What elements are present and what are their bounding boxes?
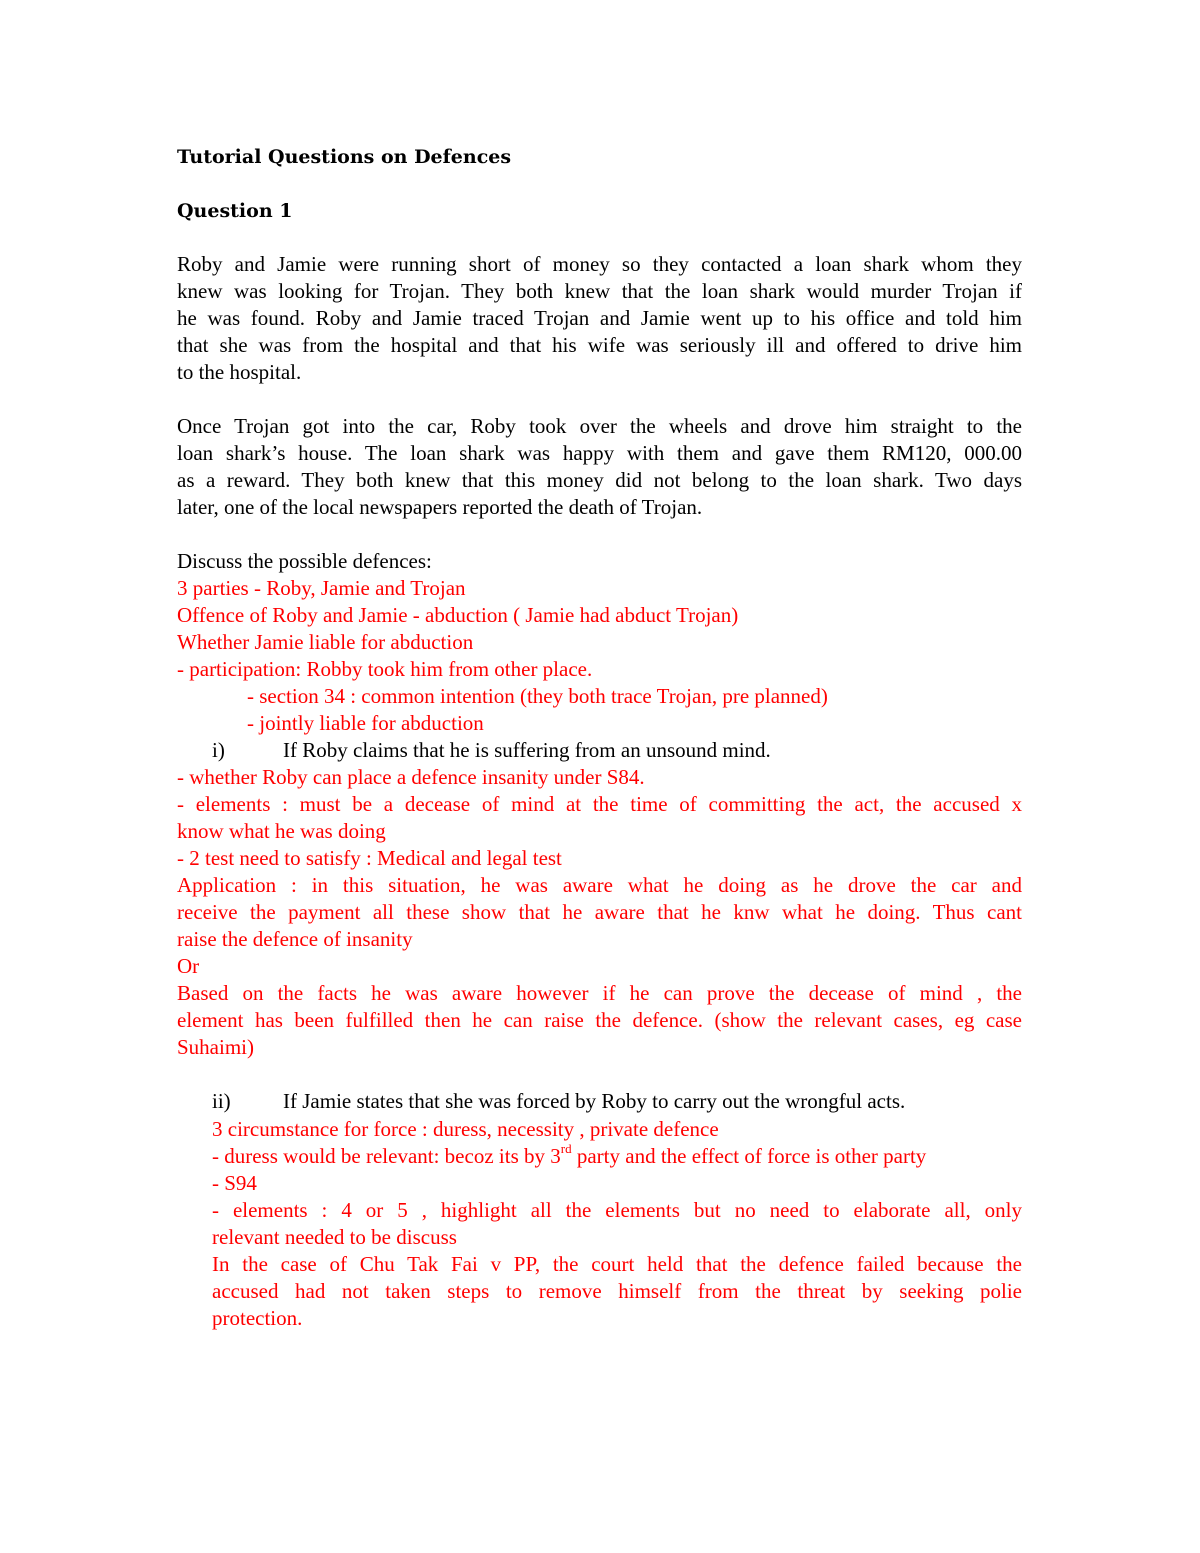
part-ii-number: ii) bbox=[212, 1089, 231, 1113]
part-ii-answer-line: In the case of Chu Tak Fai v PP, the court held that the defence failed because the bbox=[212, 1252, 1022, 1276]
scenario-line: to the hospital. bbox=[177, 360, 302, 384]
part-i-answer-line: Suhaimi) bbox=[177, 1035, 254, 1059]
answer-text: party and the effect of force is other party bbox=[571, 1144, 927, 1168]
answer-line: - section 34 : common intention (they both trace Trojan, pre planned) bbox=[247, 684, 828, 708]
part-i-question: If Roby claims that he is suffering from an unsound mind. bbox=[283, 738, 771, 762]
scenario-line: later, one of the local newspapers reported the death of Trojan. bbox=[177, 495, 703, 519]
question-heading: Question 1 bbox=[177, 200, 293, 222]
part-ii-answer-line: 3 circumstance for force : duress, necessity , private defence bbox=[212, 1117, 719, 1141]
ordinal-superscript: rd bbox=[560, 1141, 572, 1156]
part-ii-answer-line: - S94 bbox=[212, 1171, 257, 1195]
scenario-line: he was found. Roby and Jamie traced Trojan and Jamie went up to his office and told him bbox=[177, 306, 1022, 330]
part-i-answer-line: Based on the facts he was aware however if he can prove the decease of mind , the bbox=[177, 981, 1022, 1005]
answer-line: Whether Jamie liable for abduction bbox=[177, 630, 474, 654]
scenario-line: Roby and Jamie were running short of money so they contacted a loan shark whom they bbox=[177, 252, 1022, 276]
answer-line: 3 parties - Roby, Jamie and Trojan bbox=[177, 576, 466, 600]
answer-line: - participation: Robby took him from other place. bbox=[177, 657, 593, 681]
part-i-answer-line: raise the defence of insanity bbox=[177, 927, 413, 951]
part-ii-answer-line: protection. bbox=[212, 1306, 303, 1330]
part-i-answer-line: - elements : must be a decease of mind at the time of committing the act, the accused x bbox=[177, 792, 1022, 816]
part-i-answer-line: - whether Roby can place a defence insanity under S84. bbox=[177, 765, 645, 789]
document-title: Tutorial Questions on Defences bbox=[177, 146, 512, 168]
part-ii-answer-line: - elements : 4 or 5 , highlight all the elements but no need to elaborate all, only bbox=[212, 1198, 1022, 1222]
part-i-answer-line: element has been fulfilled then he can raise the defence. (show the relevant cases, eg case bbox=[177, 1008, 1022, 1032]
part-ii-question: If Jamie states that she was forced by Roby to carry out the wrongful acts. bbox=[283, 1089, 906, 1113]
answer-text: - duress would be relevant: becoz its by 3 bbox=[212, 1144, 561, 1168]
part-ii-answer-line: accused had not taken steps to remove himself from the threat by seeking polie bbox=[212, 1279, 1022, 1303]
part-i-number: i) bbox=[212, 738, 225, 762]
part-i-answer-line: know what he was doing bbox=[177, 819, 386, 843]
part-i-answer-line: - 2 test need to satisfy : Medical and legal test bbox=[177, 846, 562, 870]
answer-line: Offence of Roby and Jamie - abduction ( Jamie had abduct Trojan) bbox=[177, 603, 739, 627]
scenario-line: Once Trojan got into the car, Roby took over the wheels and drove him straight to the bbox=[177, 414, 1022, 438]
scenario-line: loan shark’s house. The loan shark was happy with them and gave them RM120, 000.00 bbox=[177, 441, 1022, 465]
part-i-answer-line: Application : in this situation, he was aware what he doing as he drove the car and bbox=[177, 873, 1022, 897]
discuss-prompt: Discuss the possible defences: bbox=[177, 549, 432, 573]
answer-line: - jointly liable for abduction bbox=[247, 711, 484, 735]
scenario-line: knew was looking for Trojan. They both knew that the loan shark would murder Trojan if bbox=[177, 279, 1022, 303]
scenario-line: that she was from the hospital and that his wife was seriously ill and offered to drive him bbox=[177, 333, 1022, 357]
scenario-line: as a reward. They both knew that this money did not belong to the loan shark. Two days bbox=[177, 468, 1022, 492]
part-i-answer-line: receive the payment all these show that he aware that he knw what he doing. Thus cant bbox=[177, 900, 1022, 924]
part-i-answer-line: Or bbox=[177, 954, 200, 978]
part-ii-answer-line bbox=[212, 1143, 926, 1170]
part-ii-answer-line: relevant needed to be discuss bbox=[212, 1225, 457, 1249]
